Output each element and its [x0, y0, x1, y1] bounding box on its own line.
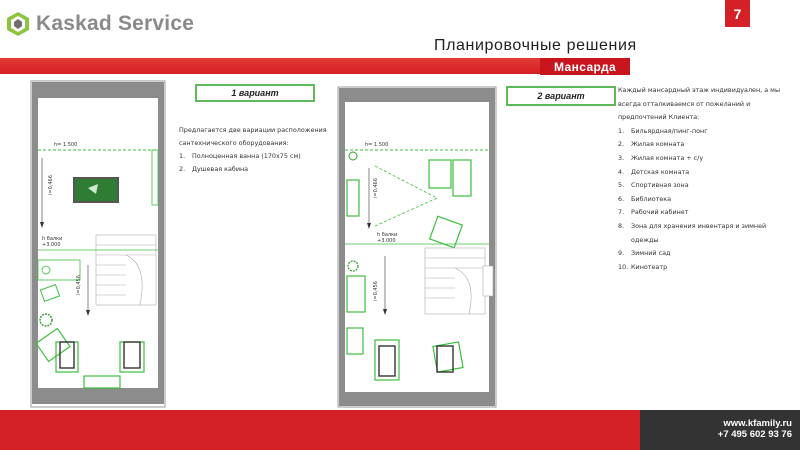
list-item: [618, 247, 788, 261]
list-num: 6.: [618, 194, 625, 203]
list-text: Душевая кабина: [192, 165, 249, 173]
section-label: Мансарда: [540, 58, 630, 75]
list-item: [618, 138, 788, 152]
variant-1-label: [195, 84, 315, 102]
list-item: [618, 206, 788, 220]
plan1-beams-label: h балки: [42, 236, 63, 242]
variant-1-description: [179, 124, 339, 176]
list-item: [618, 152, 788, 166]
header-band: [0, 58, 630, 74]
list-num: 1.: [618, 126, 625, 135]
list-text: Детская комната: [631, 167, 690, 176]
phone-number[interactable]: +7 495 602 93 76: [717, 429, 792, 440]
variant-1-text: 1 вариант: [231, 88, 279, 98]
plan1-i-top-label: i=0,466: [48, 175, 54, 195]
list-item: [618, 193, 788, 207]
floor-plan-variant-2: [337, 86, 497, 408]
list-item: [618, 166, 788, 180]
list-item: [618, 261, 788, 275]
plan2-i-bottom-label: i=0,456: [373, 281, 379, 301]
variant-1-intro: Предлагается две вариации расположения сантехнического оборудования:: [179, 126, 327, 147]
list-num: 8.: [618, 221, 625, 230]
plan2-i-top-label: i=0,466: [373, 178, 379, 198]
list-text: Зона для хранения инвентаря и зимней одежды: [631, 221, 767, 244]
list-num: 1.: [179, 152, 186, 160]
list-num: 2.: [179, 165, 186, 173]
page-number: 7: [725, 0, 750, 27]
plan2-h-top-label: h= 1.500: [365, 142, 389, 148]
plan1-i-bottom-label: i=0,456: [76, 275, 82, 295]
footer-contacts: [718, 418, 792, 440]
list-text: Жилая комната + с/у: [631, 153, 704, 162]
variant-2-intro: Каждый мансардный этаж индивидуален, а мы всегда отталкиваемся от пожеланий и предпочтений Клиента:: [618, 86, 781, 122]
plan1-beams-height: +3.000: [42, 242, 61, 248]
website-link[interactable]: www.kfamily.ru: [723, 418, 792, 429]
plan1-h-top-label: h= 1.500: [54, 142, 78, 148]
floor-plan-variant-1: [30, 80, 166, 408]
list-item: [618, 179, 788, 193]
list-text: Рабочий кабинет: [631, 208, 689, 217]
logo: [4, 10, 194, 38]
page-title: Планировочные решения: [434, 37, 637, 54]
list-text: Спортивная зона: [631, 181, 689, 190]
list-num: 5.: [618, 181, 625, 190]
variant-2-options-list: [618, 125, 788, 275]
variant-2-label: [506, 86, 616, 106]
list-num: 7.: [618, 208, 625, 217]
variant-2-description: [618, 84, 788, 274]
plan2-beams-label: h балки: [377, 232, 398, 238]
list-num: 9.: [618, 249, 625, 258]
list-text: Бильярдная/пинг-понг: [631, 126, 708, 135]
plan2-beams-height: +3.000: [377, 238, 396, 244]
variant-2-text: 2 вариант: [537, 91, 585, 101]
list-text: Кинотеатр: [631, 262, 668, 271]
list-text: Жилая комната: [631, 140, 685, 149]
list-num: 10.: [618, 262, 629, 271]
list-item: [618, 125, 788, 139]
list-num: 4.: [618, 167, 625, 176]
list-text: Зимний сад: [631, 249, 671, 258]
list-text: Полноценная ванна (170х75 см): [192, 152, 301, 160]
kaskad-logo-icon: [4, 10, 32, 38]
list-item: [179, 163, 339, 176]
logo-text: Kaskad Service: [36, 12, 195, 35]
list-text: Библиотека: [631, 194, 672, 203]
list-item: [179, 150, 339, 163]
list-item: [618, 220, 788, 247]
list-num: 3.: [618, 153, 625, 162]
list-num: 2.: [618, 140, 625, 149]
variant-1-options-list: [179, 150, 339, 176]
